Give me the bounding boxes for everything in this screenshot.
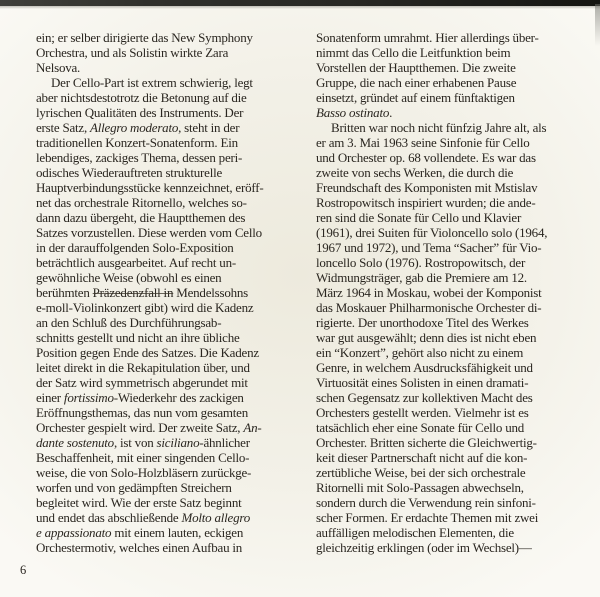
text-run: 1967 und 1972), und Tema “Sacher” für Vio- bbox=[316, 240, 542, 255]
text-line bbox=[36, 360, 296, 375]
text-line bbox=[36, 375, 296, 390]
text-run: Rostropowitsch inspiriert wurden; die ande- bbox=[316, 195, 536, 210]
text-line bbox=[316, 375, 582, 390]
text-run: Virtuosität eines Solisten in einen dramati- bbox=[316, 375, 529, 390]
text-run: worfen und von gedämpften Streichern bbox=[36, 480, 232, 495]
left-column bbox=[36, 30, 296, 555]
italic-text-run: Molto allegro bbox=[181, 510, 250, 525]
text-line bbox=[316, 360, 582, 375]
text-line bbox=[316, 60, 582, 75]
text-run: gleichzeitig erklingen (oder im Wechsel)— bbox=[316, 540, 532, 555]
text-run: und Orchester op. 68 vollendete. Es war das bbox=[316, 150, 536, 165]
text-run: er am 3. Mai 1963 seine Sinfonie für Cello bbox=[316, 135, 530, 150]
text-run: begleitet wird. Wie der erste Satz beginnt bbox=[36, 495, 242, 510]
text-run: weise, die von Solo-Holzbläsern zurückge- bbox=[36, 465, 252, 480]
right-column bbox=[316, 30, 582, 555]
text-run: Satzes vorzustellen. Diese werden vom Cello bbox=[36, 225, 262, 240]
text-run: nimmt das Cello die Leitfunktion beim bbox=[316, 45, 511, 60]
text-line bbox=[36, 465, 296, 480]
text-run: Orchesters gestellt werden. Vielmehr ist es bbox=[316, 405, 529, 420]
text-line bbox=[36, 495, 296, 510]
text-line bbox=[316, 270, 582, 285]
text-line bbox=[316, 390, 582, 405]
italic-text-run: fortissimo bbox=[63, 390, 114, 405]
italic-text-run: Allegro moderato bbox=[90, 120, 179, 135]
text-line bbox=[316, 90, 582, 105]
text-line bbox=[36, 450, 296, 465]
text-line bbox=[316, 45, 582, 60]
text-line bbox=[36, 420, 296, 435]
text-run: beträchtlich ausgearbeitet. Auf recht un- bbox=[36, 255, 236, 270]
text-line bbox=[36, 195, 296, 210]
text-line bbox=[36, 255, 296, 270]
text-run: -Wiederkehr des zackigen bbox=[113, 390, 244, 405]
text-line bbox=[36, 330, 296, 345]
text-run: der Satz wird symmetrisch abgerundet mit bbox=[36, 375, 248, 390]
text-run: , steht in der bbox=[178, 120, 240, 135]
text-run: . bbox=[389, 105, 393, 120]
text-run: e-moll-Violinkonzert gibt) wird die Kadenz bbox=[36, 300, 254, 315]
text-run: einer bbox=[36, 390, 64, 405]
text-run: leitet direkt in die Rekapitulation über, und bbox=[36, 360, 250, 375]
text-run: erste Satz, bbox=[36, 120, 91, 135]
italic-text-run: dante sostenuto bbox=[36, 435, 114, 450]
text-line bbox=[36, 30, 296, 45]
italic-text-run: Basso ostinato bbox=[316, 105, 390, 120]
text-run: Orchestermotiv, welches einen Aufbau in bbox=[36, 540, 243, 555]
text-line bbox=[316, 465, 582, 480]
text-line bbox=[316, 120, 582, 135]
text-run: lyrischen Qualitäten des Instruments. Der bbox=[36, 105, 244, 120]
text-run: Sonatenform umrahmt. Hier allerdings über- bbox=[316, 30, 539, 45]
text-run: zweite von sechs Werken, die durch die bbox=[316, 165, 514, 180]
text-run: Mendelssohns bbox=[173, 285, 249, 300]
text-run: sondern durch die Verwendung rein sinfoni- bbox=[316, 495, 536, 510]
text-run: Genre, in welchem Ausdrucksfähigkeit und bbox=[316, 360, 533, 375]
text-run: ein; er selber dirigierte das New Symphony bbox=[36, 30, 253, 45]
text-run: zertübliche Weise, bei der sich orchestrale bbox=[316, 465, 526, 480]
text-run: odisches Wiederauftreten strukturelle bbox=[36, 165, 223, 180]
text-line bbox=[36, 150, 296, 165]
text-run: ein “Konzert”, gehört also nicht zu einem bbox=[316, 345, 524, 360]
text-line bbox=[316, 75, 582, 90]
text-line bbox=[316, 405, 582, 420]
text-line bbox=[316, 240, 582, 255]
text-line bbox=[36, 120, 296, 135]
text-run: loncello Solo (1976). Rostropowitsch, der bbox=[316, 255, 526, 270]
text-line bbox=[316, 210, 582, 225]
text-run: Orchester. Britten sicherte die Gleichwertig- bbox=[316, 435, 537, 450]
text-run: Freundschaft des Komponisten mit Mstislav bbox=[316, 180, 538, 195]
text-line bbox=[36, 90, 296, 105]
italic-text-run: siciliano bbox=[156, 435, 200, 450]
text-line bbox=[36, 315, 296, 330]
text-line bbox=[36, 240, 296, 255]
text-run: und endet das abschließende bbox=[36, 510, 182, 525]
text-line bbox=[36, 525, 296, 540]
text-line bbox=[316, 300, 582, 315]
text-line bbox=[316, 450, 582, 465]
text-line bbox=[36, 540, 296, 555]
text-run: Vorstellen der Hauptthemen. Die zweite bbox=[316, 60, 516, 75]
text-line bbox=[316, 345, 582, 360]
text-line bbox=[316, 165, 582, 180]
text-line bbox=[316, 135, 582, 150]
text-run: scher Formen. Er erdachte Themen mit zwei bbox=[316, 510, 539, 525]
text-line bbox=[316, 150, 582, 165]
text-line bbox=[316, 30, 582, 45]
text-run: dann dazu übergeht, die Hauptthemen des bbox=[36, 210, 246, 225]
text-line bbox=[36, 225, 296, 240]
text-run: Beschaffenheit, mit einer singenden Cello- bbox=[36, 450, 250, 465]
text-run: Hauptverbindungsstücke kennzeichnet, eröff- bbox=[36, 180, 264, 195]
page-number: 6 bbox=[20, 563, 27, 577]
text-line bbox=[36, 45, 296, 60]
text-run: -ähnlicher bbox=[199, 435, 250, 450]
text-run: Eröffnungsthemas, das nun vom gesamten bbox=[36, 405, 248, 420]
text-line bbox=[316, 315, 582, 330]
text-run: gewöhnliche Weise (obwohl es einen bbox=[36, 270, 222, 285]
text-run: lebendiges, zackiges Thema, dessen peri- bbox=[36, 150, 243, 165]
scan-right-edge-artifact bbox=[595, 4, 600, 46]
text-run: auffälligen melodischen Elementen, die bbox=[316, 525, 514, 540]
text-run: Gruppe, die nach einer erhabenen Pause bbox=[316, 75, 517, 90]
text-line bbox=[316, 435, 582, 450]
text-line bbox=[36, 435, 296, 450]
text-line bbox=[36, 135, 296, 150]
text-run: ren sind die Sonate für Cello und Klavier bbox=[316, 210, 522, 225]
text-run: , ist von bbox=[113, 435, 157, 450]
text-line bbox=[36, 180, 296, 195]
text-line bbox=[36, 210, 296, 225]
text-line bbox=[36, 480, 296, 495]
text-run: Der Cello-Part ist extrem schwierig, legt bbox=[51, 75, 253, 90]
text-line bbox=[36, 300, 296, 315]
text-line bbox=[316, 195, 582, 210]
text-line bbox=[36, 165, 296, 180]
text-line bbox=[36, 510, 296, 525]
text-run: net das orchestrale Ritornello, welches so- bbox=[36, 195, 247, 210]
text-line bbox=[36, 105, 296, 120]
text-line bbox=[316, 480, 582, 495]
text-run: Position gegen Ende des Satzes. Die Kadenz bbox=[36, 345, 259, 360]
text-run: war gut ausgewählt; denn dies ist nicht eben bbox=[316, 330, 537, 345]
text-line bbox=[36, 60, 296, 75]
text-line bbox=[316, 330, 582, 345]
text-run: Orchester gespielt wird. Der zweite Satz, bbox=[36, 420, 244, 435]
text-run: mit einem lauten, eckigen bbox=[111, 525, 244, 540]
scan-top-edge-shadow bbox=[0, 6, 600, 9]
text-run: berühmten bbox=[36, 285, 93, 300]
text-line bbox=[316, 180, 582, 195]
text-line bbox=[36, 345, 296, 360]
italic-text-run: e appassionato bbox=[36, 525, 112, 540]
text-run: Nelsova. bbox=[36, 60, 81, 75]
text-run: in der darauffolgenden Solo-Exposition bbox=[36, 240, 234, 255]
text-line bbox=[316, 285, 582, 300]
text-line bbox=[36, 285, 296, 300]
text-line bbox=[316, 105, 582, 120]
text-run: schnitts gestellt und nicht an ihre übliche bbox=[36, 330, 240, 345]
text-run: März 1964 in Moskau, wobei der Komponist bbox=[316, 285, 542, 300]
text-line bbox=[316, 525, 582, 540]
text-run: Widmungsträger, gab die Premiere am 12. bbox=[316, 270, 527, 285]
text-run: rigierte. Der unorthodoxe Titel des Werkes bbox=[316, 315, 529, 330]
text-run: einsetzt, gründet auf einem fünftaktigen bbox=[316, 90, 515, 105]
text-line bbox=[36, 75, 296, 90]
text-run: traditionellen Konzert-Sonatenform. Ein bbox=[36, 135, 238, 150]
text-run: aber nichtsdestotrotz die Betonung auf die bbox=[36, 90, 247, 105]
italic-text-run: An- bbox=[243, 420, 262, 435]
text-run: (1961), drei Suiten für Violoncello solo (1964, bbox=[316, 225, 548, 240]
text-line bbox=[316, 495, 582, 510]
text-run: Ritornelli mit Solo-Passagen abwechseln, bbox=[316, 480, 524, 495]
text-run: an den Schluß des Durchführungsab- bbox=[36, 315, 222, 330]
text-line bbox=[36, 405, 296, 420]
text-run: Orchestra, und als Solistin wirkte Zara bbox=[36, 45, 229, 60]
text-line bbox=[36, 270, 296, 285]
text-line bbox=[316, 510, 582, 525]
text-line bbox=[316, 420, 582, 435]
text-line bbox=[316, 255, 582, 270]
struck-text-run: Präzedenzfall in bbox=[92, 285, 174, 300]
text-run: keit dieser Partnerschaft nicht auf die kon- bbox=[316, 450, 528, 465]
text-run: das Moskauer Philharmonische Orchester di- bbox=[316, 300, 542, 315]
text-line bbox=[316, 225, 582, 240]
text-line bbox=[316, 540, 582, 555]
text-run: Britten war noch nicht fünfzig Jahre alt, als bbox=[331, 120, 547, 135]
text-line bbox=[36, 390, 296, 405]
text-run: schen Gegensatz zur kollektiven Macht des bbox=[316, 390, 533, 405]
text-run: tatsächlich eher eine Sonate für Cello und bbox=[316, 420, 525, 435]
